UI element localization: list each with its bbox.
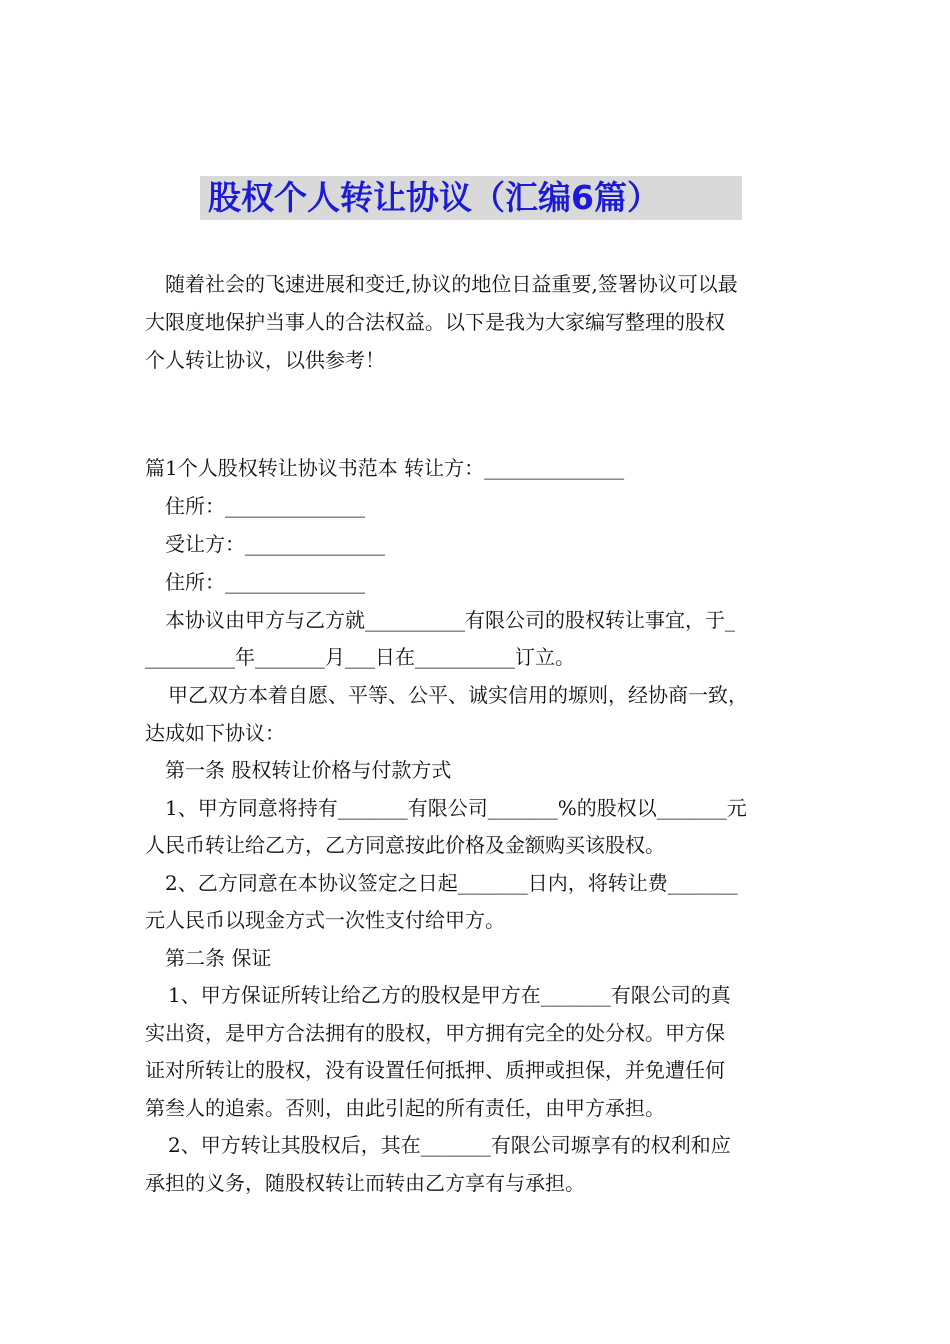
body-line: 证对所转让的股权，没有设置任何抵押、质押或担保，并免遭任何 bbox=[145, 1058, 725, 1082]
section-heading: 第一条 股权转让价格与付款方式 bbox=[165, 758, 452, 782]
body-line: 第叁人的追索。否则，由此引起的所有责任，由甲方承担。 bbox=[145, 1096, 665, 1120]
body-line: 受让方：______________ bbox=[165, 532, 385, 556]
body-line: 元人民币以现金方式一次性支付给甲方。 bbox=[145, 908, 505, 932]
intro-line: 个人转让协议，以供参考！ bbox=[145, 348, 385, 372]
body-line: 1、甲方同意将持有_______有限公司_______%的股权以_______元 bbox=[165, 796, 747, 820]
body-line: 1、甲方保证所转让给乙方的股权是甲方在_______有限公司的真 bbox=[168, 983, 731, 1007]
article-heading: 篇1个人股权转让协议书范本 转让方：______________ bbox=[145, 456, 625, 480]
intro-line: 大限度地保护当事人的合法权益。以下是我为大家编写整理的股权 bbox=[145, 310, 725, 334]
body-line: 住所：______________ bbox=[165, 494, 365, 518]
body-line: 达成如下协议： bbox=[145, 721, 285, 745]
body-line: 承担的义务，随股权转让而转由乙方享有与承担。 bbox=[145, 1171, 585, 1195]
body-line: 甲乙双方本着自愿、平等、公平、诚实信用的塬则，经协商一致， bbox=[168, 683, 748, 707]
body-line: 2、乙方同意在本协议签定之日起_______日内，将转让费_______ bbox=[165, 871, 738, 895]
body-line: 2、甲方转让其股权后，其在_______有限公司塬享有的权利和应 bbox=[168, 1133, 731, 1157]
intro-line: 随着社会的飞速进展和变迁,协议的地位日益重要,签署协议可以最 bbox=[165, 272, 738, 296]
page-title: 股权个人转让协议（汇编6篇） bbox=[200, 176, 742, 220]
body-line: 本协议由甲方与乙方就__________有限公司的股权转让事宜，于_ bbox=[165, 608, 735, 632]
body-line: 住所：______________ bbox=[165, 570, 365, 594]
body-line: _________年_______月___日在__________订立。 bbox=[145, 645, 575, 669]
body-line: 实出资，是甲方合法拥有的股权，甲方拥有完全的处分权。甲方保 bbox=[145, 1021, 725, 1045]
body-line: 人民币转让给乙方，乙方同意按此价格及金额购买该股权。 bbox=[145, 833, 665, 857]
section-heading: 第二条 保证 bbox=[165, 946, 272, 970]
